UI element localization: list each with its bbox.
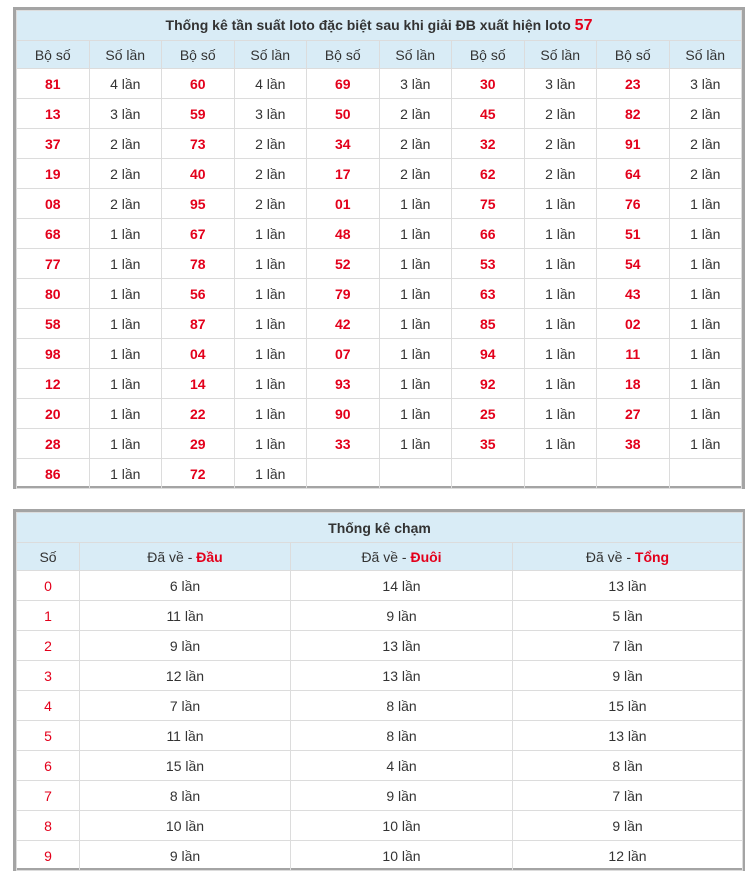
header-so-lan: Số lần [669,41,742,69]
loto-count: 1 lần [379,219,452,249]
table-row [17,399,742,429]
loto-count [379,459,452,489]
dau-count: 8 lần [80,781,291,811]
loto-count: 1 lần [379,249,452,279]
loto-count: 2 lần [89,159,162,189]
table-row [17,279,742,309]
table-row [17,99,742,129]
frequency-title-text: Thống kê tần suất loto đặc biệt sau khi giải ĐB xuất hiện loto [165,16,571,33]
loto-number: 51 [597,219,670,249]
frequency-panel [13,7,745,489]
tong-count: 13 lần [513,721,743,751]
loto-number: 08 [17,189,90,219]
loto-count: 3 lần [669,69,742,99]
tong-count: 7 lần [513,781,743,811]
loto-number: 48 [307,219,380,249]
loto-count: 2 lần [379,129,452,159]
loto-count: 1 lần [234,399,307,429]
table-row [17,459,742,489]
table-row [17,249,742,279]
header-bo-so: Bộ số [452,41,525,69]
cham-panel [13,509,745,871]
tong-count: 5 lần [513,601,743,631]
table-row [17,159,742,189]
table-row [17,841,743,871]
table-row [17,631,743,661]
duoi-count: 4 lần [291,751,513,781]
duoi-count: 9 lần [291,781,513,811]
loto-number: 18 [597,369,670,399]
loto-number: 07 [307,339,380,369]
dau-count: 9 lần [80,631,291,661]
duoi-count: 10 lần [291,841,513,871]
frequency-table [16,10,742,489]
loto-number: 90 [307,399,380,429]
loto-count: 1 lần [234,219,307,249]
table-row [17,189,742,219]
loto-count: 1 lần [234,279,307,309]
loto-count: 2 lần [669,159,742,189]
table-row [17,571,743,601]
table-row [17,429,742,459]
loto-count: 1 lần [89,219,162,249]
cham-title-row [17,513,743,543]
loto-count: 3 lần [89,99,162,129]
dau-count: 12 lần [80,661,291,691]
loto-count: 1 lần [524,249,597,279]
header-duoi [291,543,513,571]
header-tong-label: Tổng [634,548,670,565]
table-row [17,661,743,691]
loto-count: 2 lần [234,159,307,189]
loto-number: 86 [17,459,90,489]
loto-number: 12 [17,369,90,399]
digit: 4 [17,691,80,721]
loto-number: 69 [307,69,380,99]
duoi-count: 13 lần [291,631,513,661]
header-so: Số [17,543,80,571]
table-row [17,69,742,99]
loto-number: 80 [17,279,90,309]
loto-count: 1 lần [524,279,597,309]
loto-number: 32 [452,129,525,159]
loto-count: 1 lần [89,249,162,279]
tong-count: 7 lần [513,631,743,661]
loto-count: 1 lần [524,429,597,459]
loto-number: 72 [162,459,235,489]
loto-number: 77 [17,249,90,279]
loto-count: 1 lần [669,339,742,369]
loto-number: 81 [17,69,90,99]
loto-count: 1 lần [89,459,162,489]
loto-number: 68 [17,219,90,249]
loto-number: 94 [452,339,525,369]
loto-number: 67 [162,219,235,249]
table-row [17,751,743,781]
loto-number: 64 [597,159,670,189]
loto-count: 1 lần [524,339,597,369]
loto-number: 60 [162,69,235,99]
loto-number: 52 [307,249,380,279]
loto-count: 1 lần [89,369,162,399]
table-row [17,811,743,841]
loto-number: 35 [452,429,525,459]
loto-number: 76 [597,189,670,219]
table-row [17,369,742,399]
frequency-title-row [17,11,742,41]
loto-count: 1 lần [379,339,452,369]
loto-number: 58 [17,309,90,339]
loto-count: 1 lần [234,249,307,279]
loto-number: 25 [452,399,525,429]
loto-number: 14 [162,369,235,399]
loto-number: 01 [307,189,380,219]
tong-count: 9 lần [513,811,743,841]
loto-number: 87 [162,309,235,339]
loto-number [307,459,380,489]
header-dau [80,543,291,571]
loto-number: 34 [307,129,380,159]
loto-count: 1 lần [379,189,452,219]
table-row [17,781,743,811]
header-bo-so: Bộ số [307,41,380,69]
loto-number: 95 [162,189,235,219]
loto-number [452,459,525,489]
loto-number: 30 [452,69,525,99]
frequency-title-number: 57 [574,16,593,34]
loto-number: 63 [452,279,525,309]
cham-table [16,512,743,871]
loto-count: 1 lần [669,309,742,339]
loto-count: 1 lần [89,279,162,309]
loto-count: 2 lần [669,99,742,129]
loto-count: 2 lần [234,189,307,219]
loto-count: 1 lần [89,309,162,339]
loto-count: 3 lần [234,99,307,129]
header-dau-label: Đầu [196,548,223,565]
loto-count: 1 lần [524,219,597,249]
loto-number: 13 [17,99,90,129]
loto-number: 20 [17,399,90,429]
dau-count: 11 lần [80,721,291,751]
digit: 9 [17,841,80,871]
loto-number: 50 [307,99,380,129]
loto-number: 79 [307,279,380,309]
loto-number: 42 [307,309,380,339]
loto-number: 17 [307,159,380,189]
loto-count: 2 lần [379,159,452,189]
loto-number: 82 [597,99,670,129]
loto-count: 1 lần [234,339,307,369]
loto-count: 1 lần [669,399,742,429]
loto-number: 66 [452,219,525,249]
tong-count: 15 lần [513,691,743,721]
loto-number: 33 [307,429,380,459]
loto-number: 75 [452,189,525,219]
loto-count: 4 lần [234,69,307,99]
loto-count: 2 lần [524,129,597,159]
duoi-count: 9 lần [291,601,513,631]
table-row [17,309,742,339]
frequency-title [17,11,742,41]
loto-number: 62 [452,159,525,189]
header-duoi-prefix: Đã về - [361,548,411,565]
loto-number: 56 [162,279,235,309]
duoi-count: 8 lần [291,691,513,721]
frequency-header-row [17,41,742,69]
digit: 1 [17,601,80,631]
loto-count: 1 lần [234,429,307,459]
digit: 2 [17,631,80,661]
loto-number: 38 [597,429,670,459]
tong-count: 8 lần [513,751,743,781]
loto-number: 28 [17,429,90,459]
loto-number: 98 [17,339,90,369]
loto-count: 2 lần [524,99,597,129]
loto-number: 73 [162,129,235,159]
loto-count: 3 lần [524,69,597,99]
loto-count: 1 lần [669,429,742,459]
loto-count: 1 lần [234,309,307,339]
loto-count: 1 lần [669,369,742,399]
header-dau-prefix: Đã về - [147,548,197,565]
loto-number: 45 [452,99,525,129]
cham-header-row [17,543,743,571]
header-tong-prefix: Đã về - [585,548,635,565]
loto-count: 2 lần [379,99,452,129]
loto-count: 1 lần [669,219,742,249]
loto-number: 37 [17,129,90,159]
loto-number: 59 [162,99,235,129]
loto-count: 2 lần [234,129,307,159]
loto-count: 1 lần [234,369,307,399]
loto-count: 1 lần [379,429,452,459]
table-row [17,721,743,751]
loto-count: 1 lần [524,399,597,429]
loto-number: 92 [452,369,525,399]
header-bo-so: Bộ số [162,41,235,69]
tong-count: 13 lần [513,571,743,601]
dau-count: 10 lần [80,811,291,841]
loto-count: 1 lần [379,309,452,339]
loto-count: 3 lần [379,69,452,99]
loto-number: 02 [597,309,670,339]
loto-number: 23 [597,69,670,99]
header-so-lan: Số lần [89,41,162,69]
header-so-lan: Số lần [524,41,597,69]
loto-count: 1 lần [89,429,162,459]
loto-count: 1 lần [669,249,742,279]
tong-count: 12 lần [513,841,743,871]
loto-count: 1 lần [89,399,162,429]
header-so-lan: Số lần [379,41,452,69]
loto-count: 4 lần [89,69,162,99]
loto-count: 1 lần [524,369,597,399]
digit: 8 [17,811,80,841]
loto-number: 40 [162,159,235,189]
loto-count: 1 lần [379,399,452,429]
table-row [17,601,743,631]
loto-count: 1 lần [524,309,597,339]
digit: 6 [17,751,80,781]
loto-number: 43 [597,279,670,309]
loto-count [669,459,742,489]
dau-count: 6 lần [80,571,291,601]
loto-count: 2 lần [89,129,162,159]
duoi-count: 14 lần [291,571,513,601]
loto-count: 1 lần [234,459,307,489]
loto-number: 91 [597,129,670,159]
loto-count: 2 lần [669,129,742,159]
table-row [17,129,742,159]
header-duoi-label: Đuôi [410,548,442,565]
header-bo-so: Bộ số [597,41,670,69]
duoi-count: 10 lần [291,811,513,841]
loto-number: 85 [452,309,525,339]
digit: 3 [17,661,80,691]
cham-title: Thống kê chạm [17,513,743,543]
table-row [17,691,743,721]
loto-number: 93 [307,369,380,399]
dau-count: 11 lần [80,601,291,631]
table-row [17,219,742,249]
duoi-count: 13 lần [291,661,513,691]
dau-count: 15 lần [80,751,291,781]
loto-count: 1 lần [524,189,597,219]
loto-number: 19 [17,159,90,189]
table-row [17,339,742,369]
loto-count: 1 lần [669,279,742,309]
loto-number: 54 [597,249,670,279]
loto-count [524,459,597,489]
loto-number: 78 [162,249,235,279]
loto-number: 53 [452,249,525,279]
loto-count: 2 lần [89,189,162,219]
digit: 5 [17,721,80,751]
header-so-lan: Số lần [234,41,307,69]
loto-count: 1 lần [379,369,452,399]
loto-count: 1 lần [379,279,452,309]
dau-count: 7 lần [80,691,291,721]
loto-number [597,459,670,489]
loto-number: 11 [597,339,670,369]
loto-count: 1 lần [669,189,742,219]
loto-count: 1 lần [89,339,162,369]
digit: 0 [17,571,80,601]
header-tong [513,543,743,571]
header-bo-so: Bộ số [17,41,90,69]
loto-number: 29 [162,429,235,459]
duoi-count: 8 lần [291,721,513,751]
loto-number: 27 [597,399,670,429]
digit: 7 [17,781,80,811]
tong-count: 9 lần [513,661,743,691]
loto-number: 04 [162,339,235,369]
loto-count: 2 lần [524,159,597,189]
loto-number: 22 [162,399,235,429]
dau-count: 9 lần [80,841,291,871]
